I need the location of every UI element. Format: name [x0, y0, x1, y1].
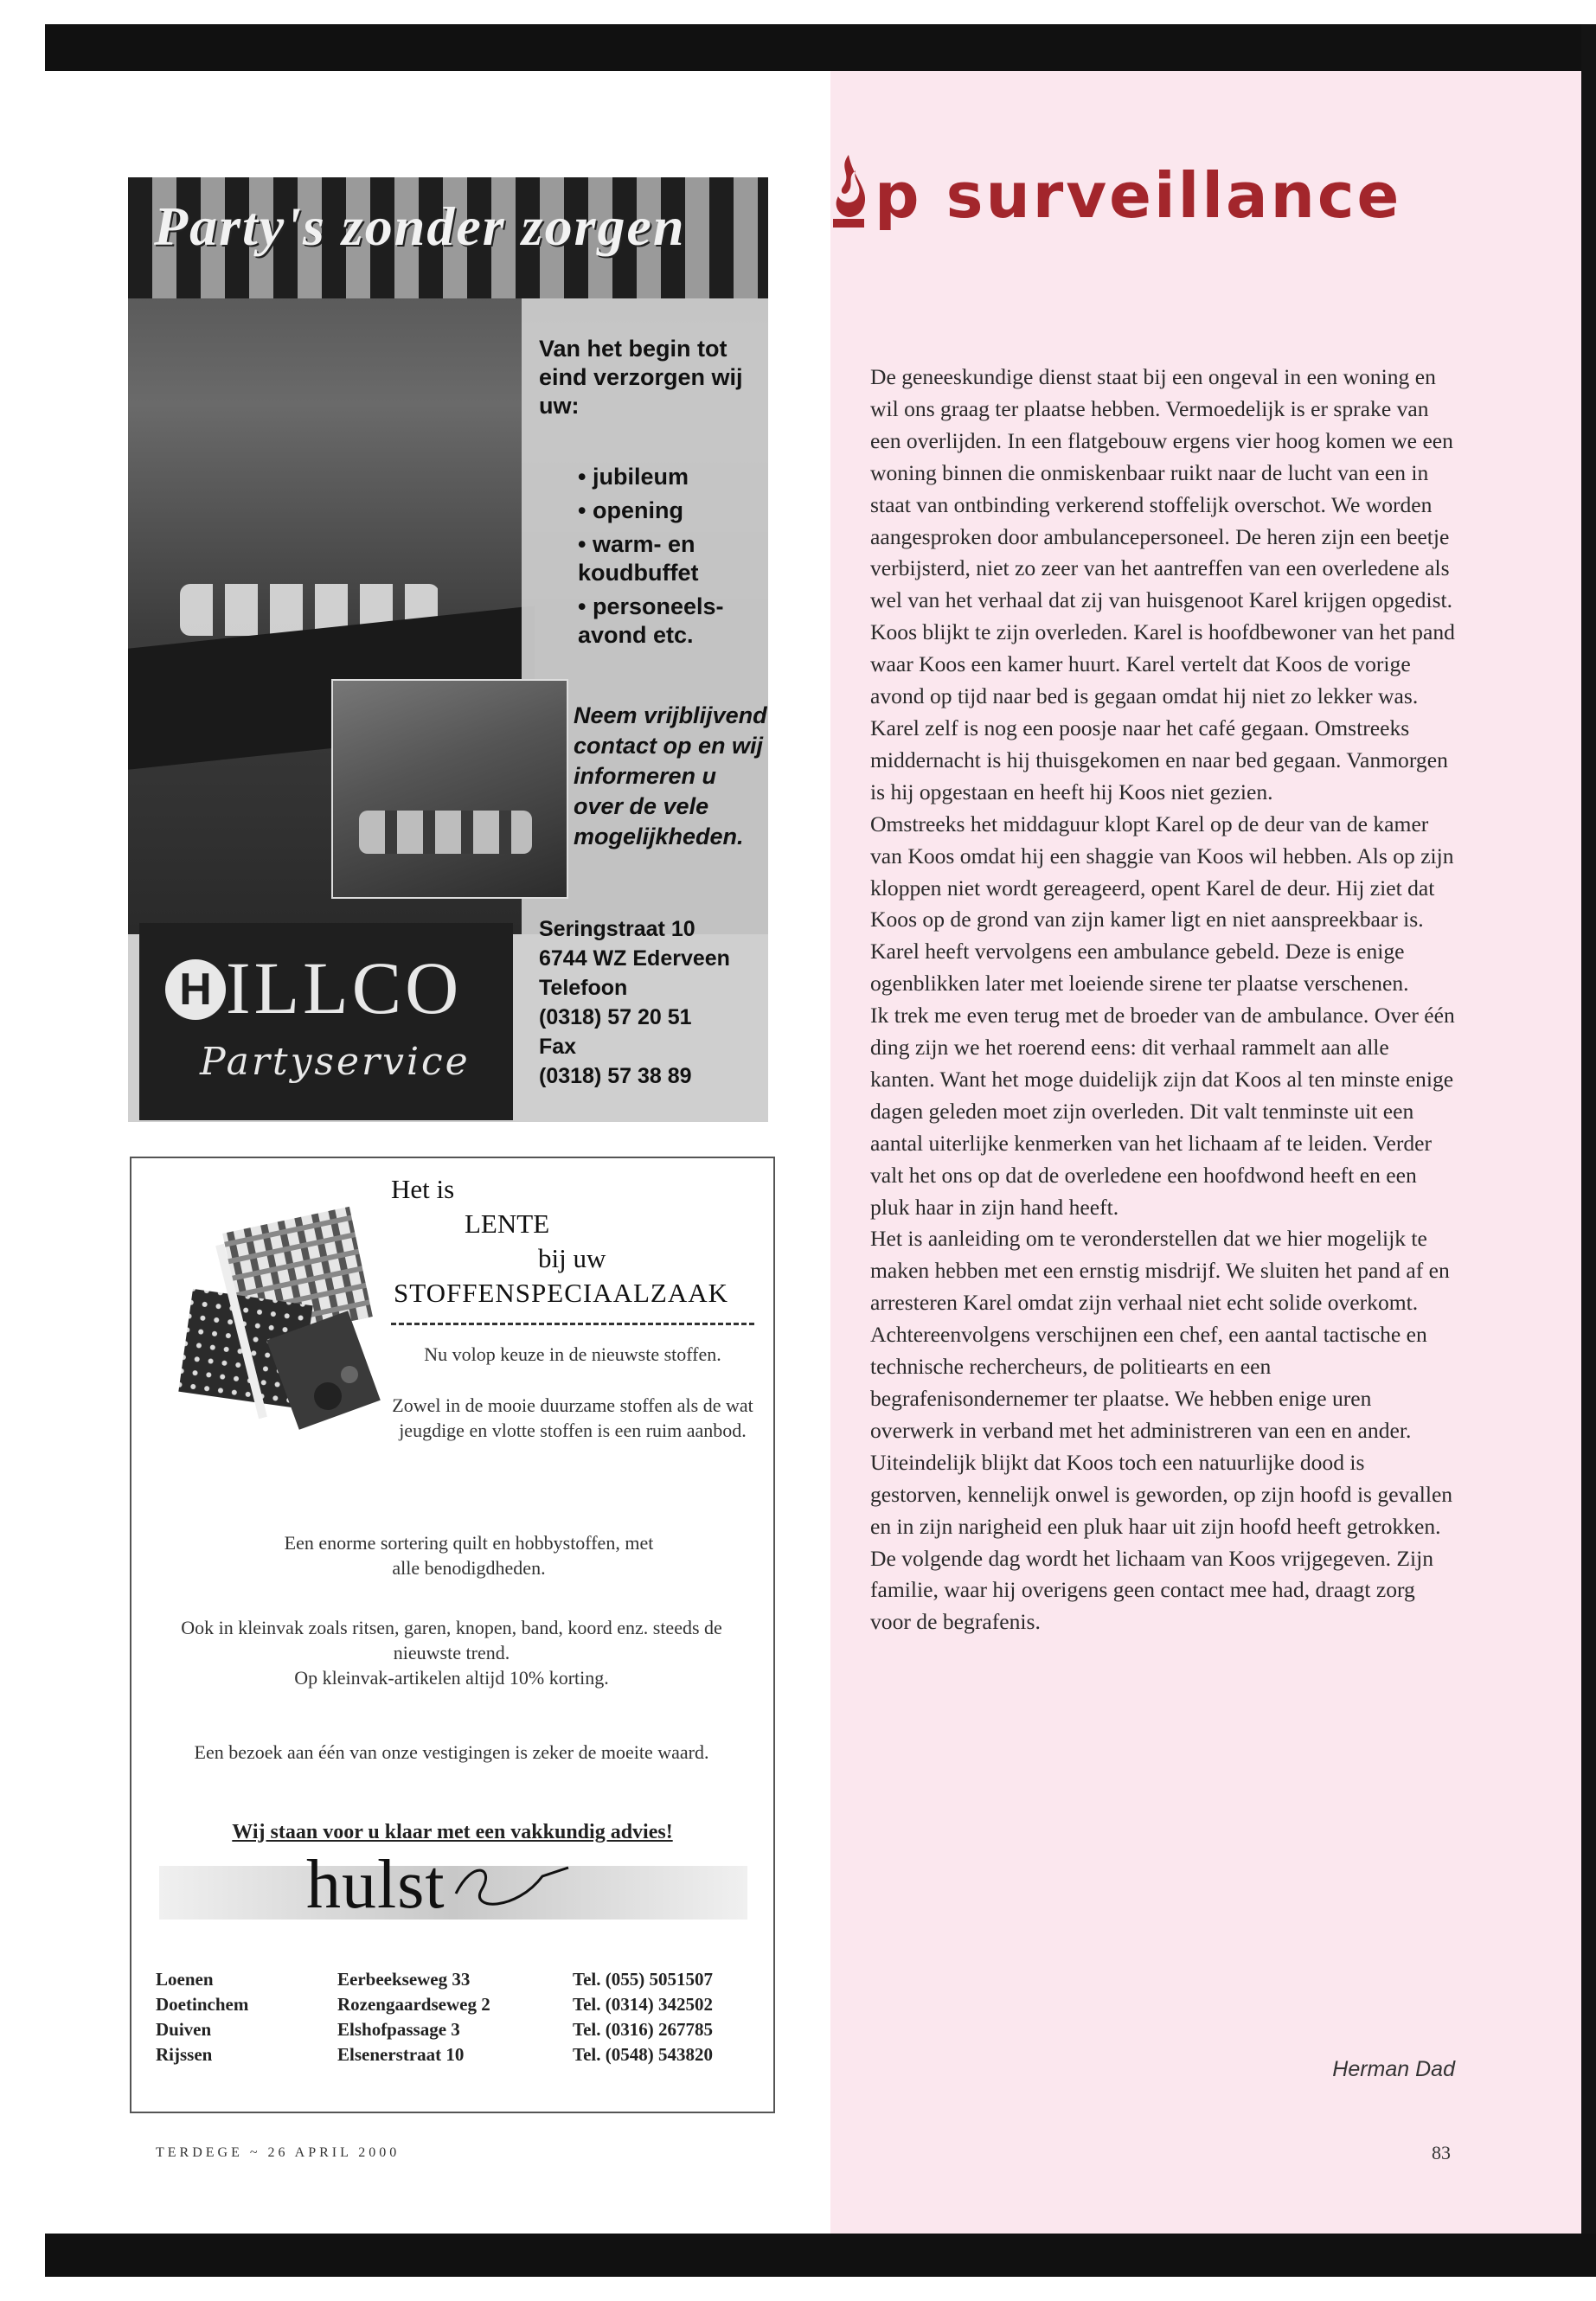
stoffen-heading-4: STOFFENSPECIAALZAAK — [394, 1278, 729, 1308]
location-street: Elshofpassage 3 — [337, 2019, 460, 2040]
hillco-advertisement — [128, 177, 768, 1122]
services-list — [578, 463, 764, 655]
article-paragraph: Koos blijkt te zijn overleden. Karel is hoofdbewoner van het pand waar Koos een kamer huurt. Karel vertelt dat Koos de vorige avond op tijd naar bed is gegaan omdat hij niet zo lekker was. Karel zelf is nog een poosje naar het café gegaan. Omstreeks middernacht is hij thuisgekomen en naar bed gegaan. Vanmorgen is hij opgestaan en heeft hij Koos niet gezien. — [870, 619, 1455, 804]
page-number: 83 — [1432, 2142, 1451, 2163]
address-line: Telefoon — [539, 976, 628, 1000]
article-paragraph: Ik trek me even terug met de broeder van de ambulance. Over één ding zijn we het roerend eens: dit verhaal rammelt aan alle kanten. Want het moge duidelijk zijn dat Koos al ten minste enige dagen geleden moet zijn overleden. Dit valt tenminste uit een aantal uiterlijke kenmerken van het lichaam af te leiden. Verder valt het ons op dat de overledene een hoofdwond heeft en een pluk haar in zijn hand heeft. — [870, 1003, 1455, 1220]
service-item: • warm- en koudbuffet — [578, 530, 764, 587]
location-street: Eerbeekseweg 33 — [337, 1969, 471, 1990]
article-paragraph: Uiteindelijk blijkt dat Koos toch een natuurlijke dood is gestorven, kennelijk onwel is geworden, op zijn hoofd is gevallen en in zijn narigheid een pluk haar uit zijn hoofd heeft getrokken. — [870, 1449, 1453, 1539]
stoffen-heading-3: bij uw — [538, 1243, 606, 1273]
hillco-logo — [139, 923, 513, 1120]
location-phones — [573, 1967, 713, 2067]
police-flame-icon — [826, 151, 871, 229]
article-title-text: p surveillance — [875, 159, 1402, 232]
address-line: 6744 WZ Ederveen — [539, 946, 730, 971]
stoffen-paragraph: Zowel in de mooie duurzame stoffen als de wat jeugdige en vlotte stoffen is een ruim aanbod. — [392, 1394, 753, 1441]
location-phone: Tel. (0316) 267785 — [573, 2019, 713, 2040]
service-item: • jubileum — [578, 463, 764, 491]
address-line: Seringstraat 10 — [539, 917, 695, 941]
ad-intro: Van het begin tot eind verzorgen wij uw: — [539, 336, 743, 419]
scan-right-border — [1581, 24, 1596, 2277]
address-line: (0318) 57 20 51 — [539, 1005, 692, 1029]
stoffen-heading-1: Het is — [391, 1174, 455, 1204]
ad-invite: Neem vrijblijvend contact op en wij informeren u over de vele mogelijkheden. — [574, 702, 767, 849]
service-item: • opening — [578, 497, 764, 525]
stoffen-paragraph: Ook in kleinvak zoals ritsen, garen, knopen, band, koord enz. steeds de nieuwste trend. — [181, 1617, 722, 1663]
article-author: Herman Dad — [1332, 2057, 1455, 2081]
logo-name: ILLCO — [226, 946, 463, 1029]
ad-title: Party's zonder zorgen — [154, 195, 686, 257]
location-cities — [156, 1967, 248, 2067]
location-street: Elsenerstraat 10 — [337, 2044, 465, 2065]
location-city: Rijssen — [156, 2044, 213, 2065]
location-phone: Tel. (0314) 342502 — [573, 1994, 713, 2015]
publication-footer: TERDEGE ~ 26 APRIL 2000 — [156, 2145, 401, 2160]
location-city: Loenen — [156, 1969, 214, 1990]
hulst-swash-icon — [447, 1859, 577, 1911]
location-street: Rozengaardseweg 2 — [337, 1994, 490, 2015]
service-item: • personeels-avond etc. — [578, 593, 764, 650]
article-paragraph: Het is aanleiding om te veronderstellen dat we hier mogelijk te maken hebben met een ernstig misdrijf. We sluiten het pand af en arresteren Karel omdat zijn verhaal niet echt solide overkomt. Achtereenvolgens verschijnen een chef, een aantal tactische en technische rechercheurs, de politiearts en een begrafenisondernemer ter plaatse. We hebben enige uren overwerk in verband met het administreren van een en ander. — [870, 1226, 1450, 1443]
address-line: (0318) 57 38 89 — [539, 1064, 692, 1088]
stoffen-tagline: Wij staan voor u klaar met een vakkundig advies! — [232, 1821, 673, 1843]
location-streets — [337, 1967, 490, 2067]
article-paragraph: Omstreeks het middaguur klopt Karel op de deur van de kamer van Koos omdat hij een shaggie van Koos wil hebben. Als op zijn kloppen niet wordt gereageerd, opent Karel de deur. Hij ziet dat Koos op de grond van zijn kamer ligt en niet aanspreekbaar is. Karel heeft vervolgens een ambulance gebeld. Deze is enige ogenblikken later met loeiende sirene ter plaatse verschenen. — [870, 811, 1454, 997]
location-city: Doetinchem — [156, 1994, 249, 2015]
scan-top-border — [45, 24, 1596, 71]
stoffen-paragraph: Een enorme sortering quilt en hobbystoffen, met alle benodigdheden. — [284, 1532, 654, 1579]
stoffen-heading-2: LENTE — [465, 1208, 550, 1239]
location-city: Duiven — [156, 2019, 212, 2040]
logo-letter: H — [165, 959, 226, 1020]
article-paragraph: De volgende dag wordt het lichaam van Koos vrijgegeven. Zijn familie, waar hij overigens geen contact mee had, draagt zorg voor de begrafenis. — [870, 1545, 1434, 1635]
stoffen-paragraph: Op kleinvak-artikelen altijd 10% korting. — [294, 1667, 609, 1689]
article-paragraph: De geneeskundige dienst staat bij een ongeval in een woning en wil ons graag ter plaatse hebben. Vermoedelijk is er sprake van een overlijden. In een flatgebouw ergens vier hoog komen we een woning binnen die onmiskenbaar ruikt naar de lucht van een in staat van ontbinding verkerend stoffelijk overschot. We worden aangesproken door ambulancepersoneel. De heren zijn een beetje verbijsterd, niet zo zeer van het aantreffen van een overledene als wel van het verhaal dat zij van huisgenoot Karel krijgen opgedist. — [870, 364, 1453, 613]
hulst-brand: hulst — [306, 1847, 445, 1923]
logo-subtitle: Partyservice — [200, 1040, 471, 1084]
catering-inset-photo — [331, 679, 568, 899]
article-title — [826, 151, 1401, 232]
location-phone: Tel. (0548) 543820 — [573, 2044, 713, 2065]
address-line: Fax — [539, 1035, 577, 1059]
article-body — [870, 362, 1458, 1638]
scan-bottom-border — [45, 2234, 1596, 2277]
fabric-swatches-illustration — [151, 1193, 401, 1452]
stoffen-advertisement — [130, 1157, 775, 2113]
dashed-divider — [391, 1323, 754, 1325]
location-phone: Tel. (055) 5051507 — [573, 1969, 713, 1990]
stoffen-paragraph: Nu volop keuze in de nieuwste stoffen. — [424, 1343, 721, 1365]
ad-contact-block — [539, 914, 764, 1091]
stoffen-paragraph: Een bezoek aan één van onze vestigingen is zeker de moeite waard. — [194, 1741, 709, 1763]
